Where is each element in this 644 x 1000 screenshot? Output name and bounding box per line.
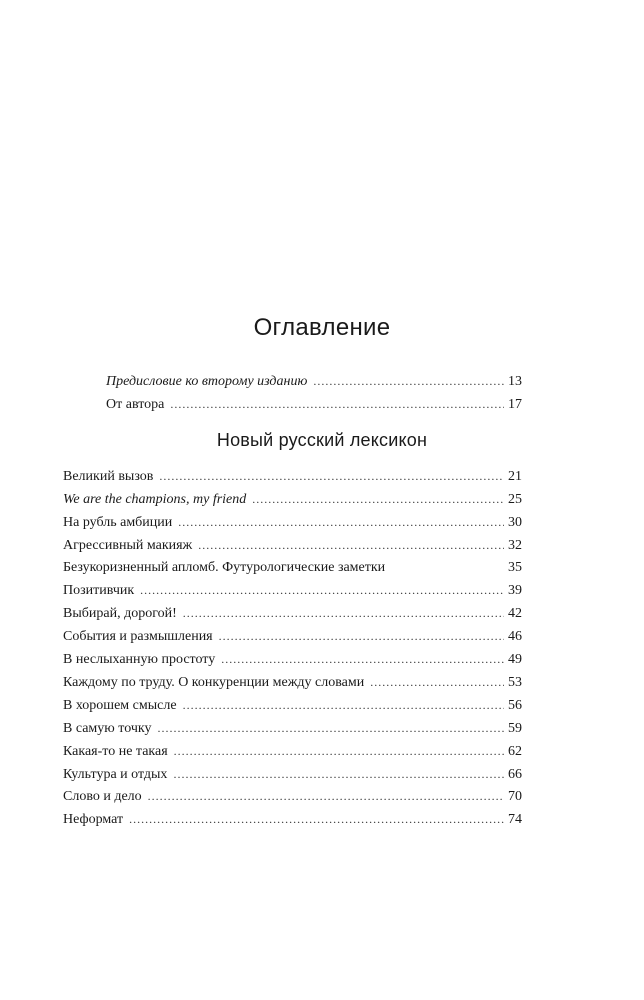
toc-entry-page: 62 — [508, 743, 522, 759]
toc-entry[interactable] — [63, 557, 522, 580]
toc-entry-page: 70 — [508, 789, 522, 805]
dot-leader — [219, 625, 504, 648]
section-entries-list — [63, 465, 522, 831]
toc-entry[interactable] — [63, 488, 522, 511]
dot-leader — [183, 694, 504, 717]
toc-entry[interactable] — [63, 579, 522, 602]
dot-leader — [174, 740, 504, 763]
toc-entry-title: От автора — [106, 397, 165, 412]
toc-entry-page: 30 — [508, 514, 522, 530]
toc-entry-title: Каждому по труду. О конкуренции между словами — [63, 675, 365, 691]
toc-entry[interactable] — [63, 465, 522, 488]
toc-entry-page: 66 — [508, 766, 522, 782]
toc-entry-title: We are the champions, my friend — [63, 491, 247, 507]
toc-entry-page: 46 — [508, 629, 522, 645]
dot-leader — [173, 763, 504, 786]
toc-entry[interactable] — [63, 808, 522, 831]
dot-leader — [129, 808, 504, 831]
toc-entry-page: 25 — [508, 491, 522, 507]
toc-entry-title: Выбирай, дорогой! — [63, 606, 177, 622]
toc-entry[interactable] — [63, 511, 522, 534]
toc-entry-title: В самую точку — [63, 720, 152, 736]
toc-entry-title: Слово и дело — [63, 789, 142, 805]
toc-entry-title: Позитивчик — [63, 583, 135, 599]
toc-entry[interactable] — [63, 534, 522, 557]
toc-entry[interactable] — [63, 625, 522, 648]
toc-entry[interactable] — [106, 393, 522, 416]
dot-leader — [140, 579, 504, 602]
toc-entry-title: Агрессивный макияж — [63, 537, 193, 553]
toc-entry[interactable] — [63, 717, 522, 740]
dot-leader — [183, 602, 504, 625]
toc-entry-title: События и размышления — [63, 629, 213, 645]
dot-leader — [170, 393, 504, 416]
toc-entry[interactable] — [63, 694, 522, 717]
toc-entry-page: 42 — [508, 606, 522, 622]
toc-entry-page: 56 — [508, 697, 522, 713]
toc-entry-page: 39 — [508, 583, 522, 599]
dot-leader — [370, 671, 504, 694]
toc-entry-title: В неслыханную простоту — [63, 652, 216, 668]
toc-entry-page: 17 — [508, 397, 522, 412]
toc-entry-page: 59 — [508, 720, 522, 736]
dot-leader — [159, 465, 504, 488]
toc-entry-page: 21 — [508, 469, 522, 484]
dot-leader — [198, 534, 504, 557]
toc-entry-title: Предисловие ко второму изданию — [106, 374, 308, 389]
toc-entry-title: Безукоризненный апломб. Футурологические заметки — [63, 559, 386, 575]
toc-entry-title: Культура и отдых — [63, 766, 168, 782]
toc-entry[interactable] — [63, 785, 522, 808]
toc-entry-page: 35 — [508, 559, 522, 575]
toc-entry[interactable] — [63, 740, 522, 763]
dot-leader — [178, 511, 504, 534]
toc-entry-title: На рубль амбиции — [63, 514, 173, 530]
toc-entry-title: Великий вызов — [63, 469, 154, 484]
section-title: Новый русский лексикон — [216, 430, 428, 450]
dot-leader — [221, 648, 504, 671]
toc-entry-page: 13 — [508, 374, 522, 389]
toc-entry-page: 49 — [508, 652, 522, 668]
toc-entry-page: 32 — [508, 537, 522, 553]
dot-leader — [252, 488, 504, 511]
toc-entry-page: 74 — [508, 812, 522, 828]
toc-entry[interactable] — [63, 763, 522, 786]
toc-entry-page: 53 — [508, 675, 522, 691]
toc-entry[interactable] — [63, 648, 522, 671]
front-matter-list — [106, 370, 522, 416]
toc-entry[interactable] — [63, 671, 522, 694]
toc-entry[interactable] — [63, 602, 522, 625]
toc-entry-title: В хорошем смысле — [63, 697, 177, 713]
toc-entry[interactable] — [106, 370, 522, 393]
toc-entry-title: Неформат — [63, 812, 124, 828]
toc-entry-title: Какая-то не такая — [63, 743, 168, 759]
page-title: Оглавление — [253, 314, 391, 341]
dot-leader — [313, 370, 504, 393]
dot-leader — [148, 785, 504, 808]
dot-leader — [157, 717, 504, 740]
